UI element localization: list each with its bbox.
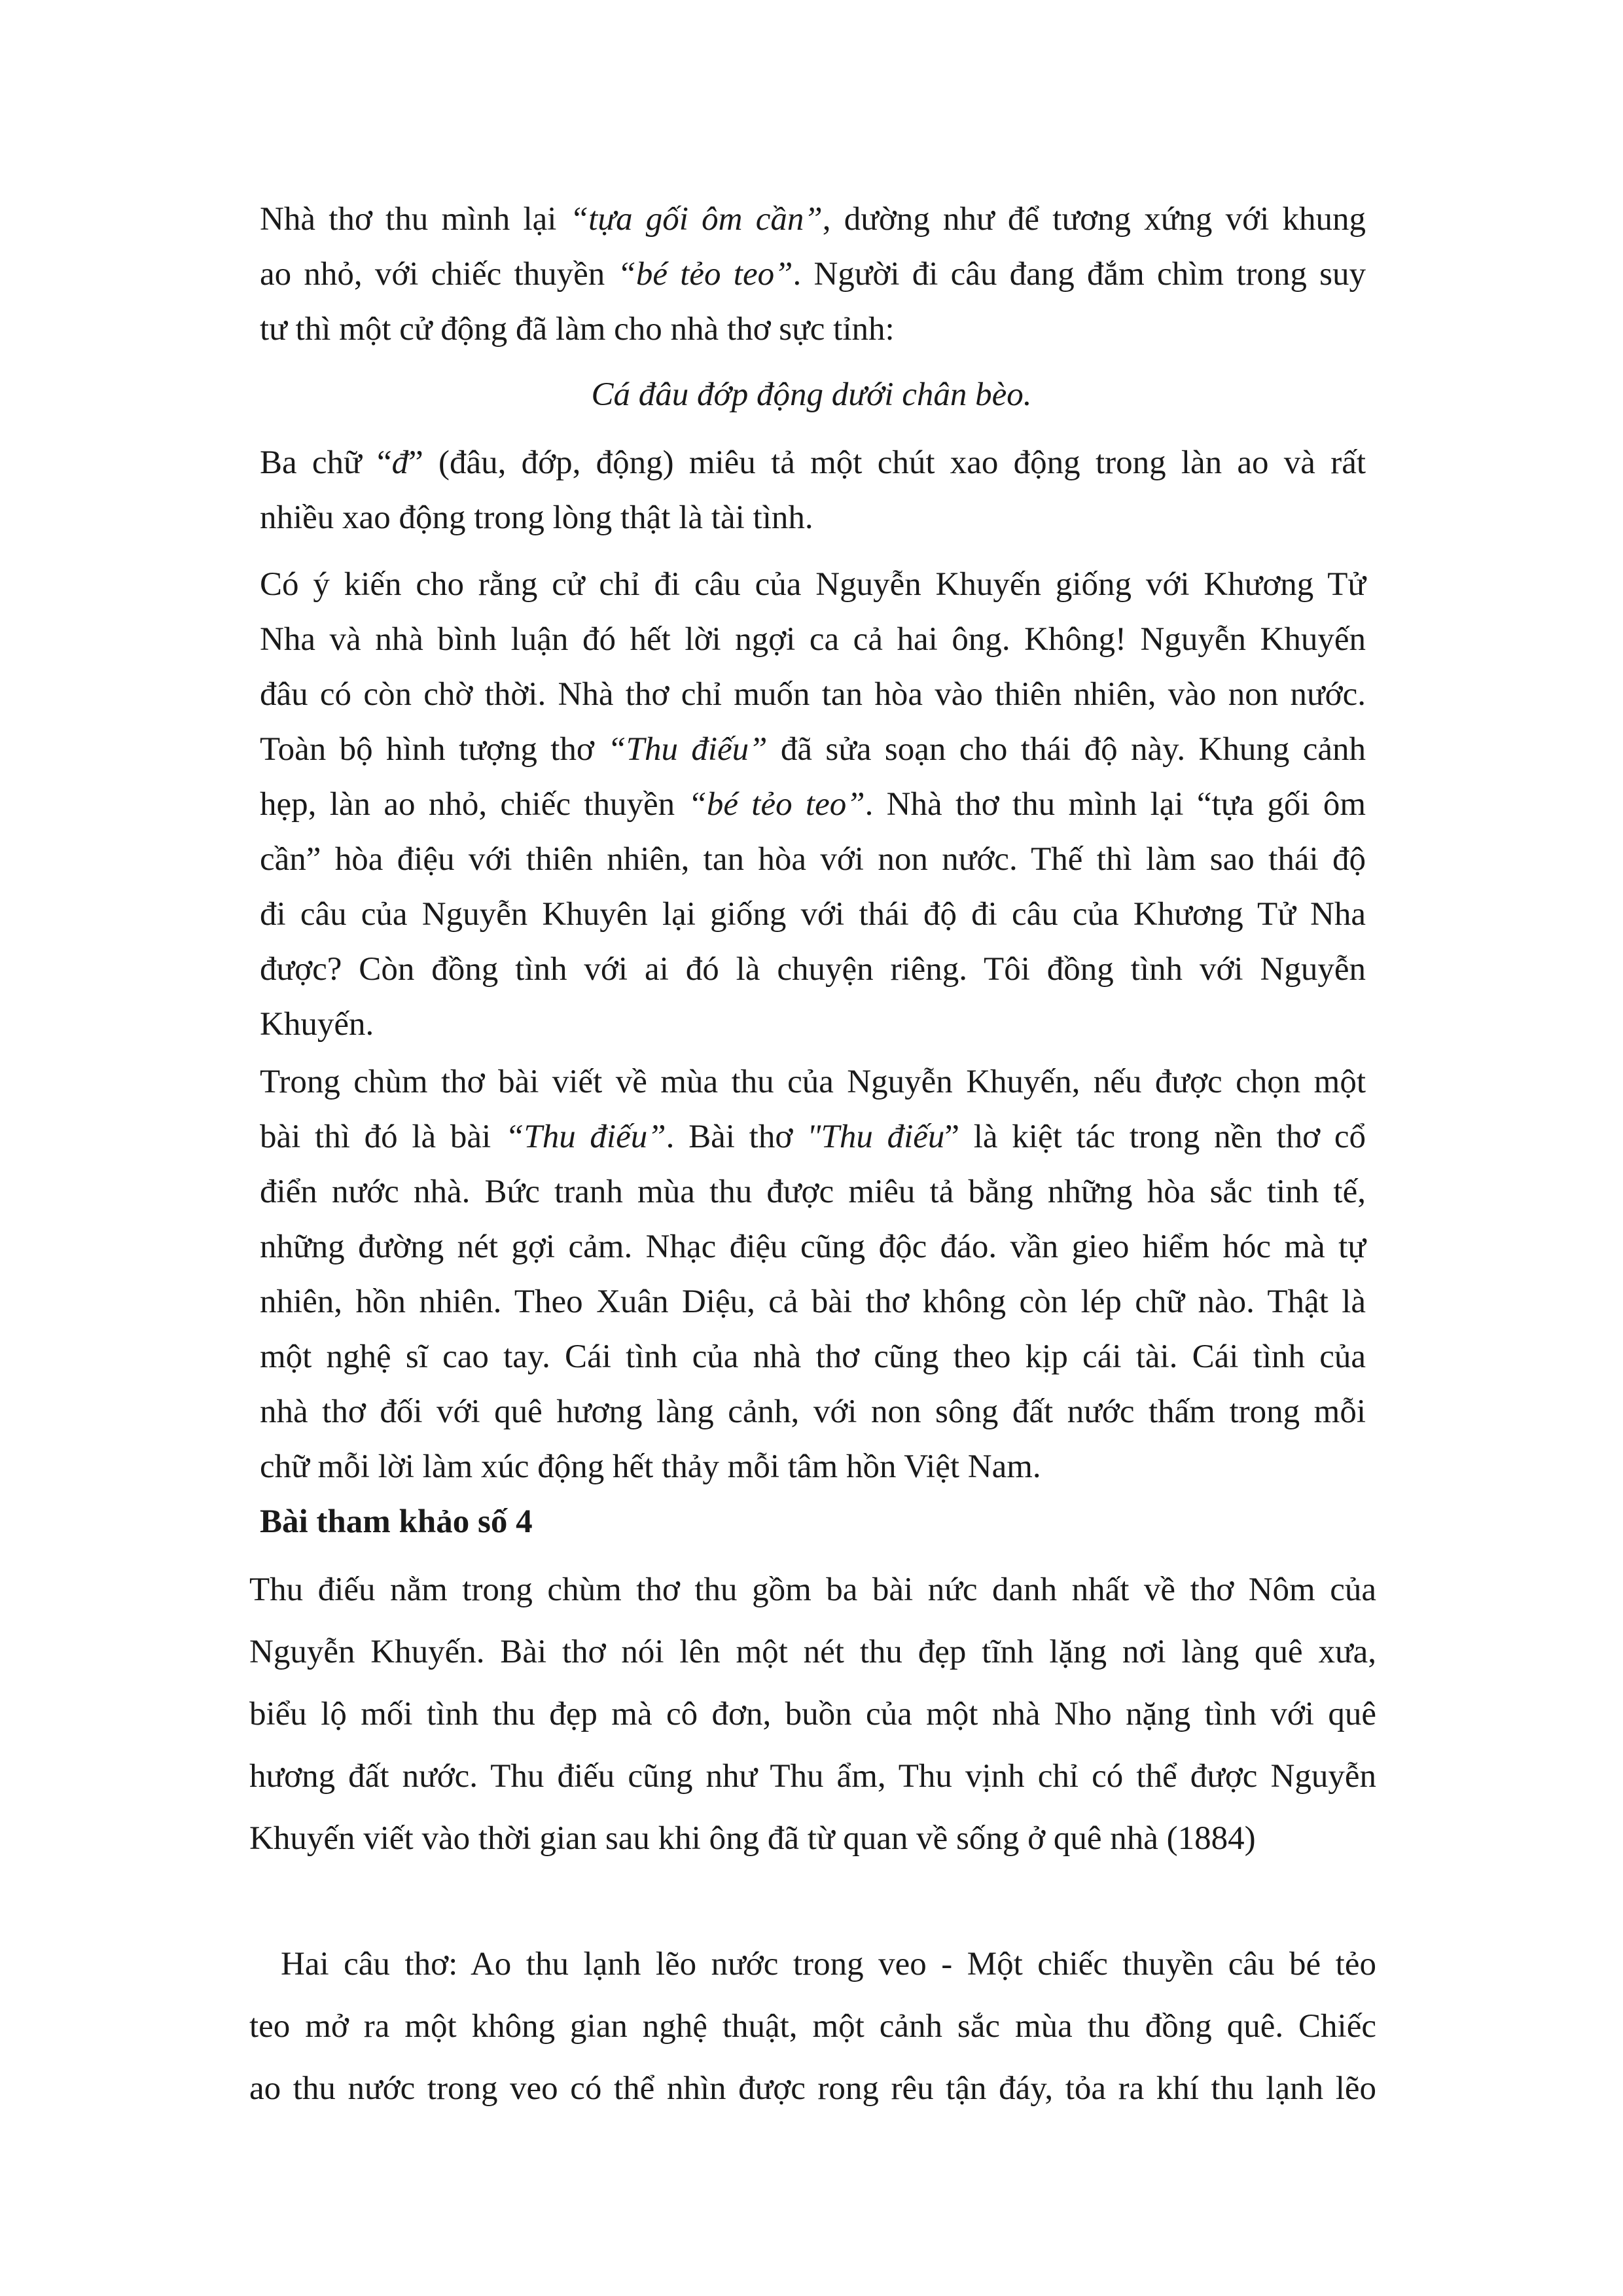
section-heading: Bài tham khảo số 4 bbox=[260, 1503, 533, 1540]
paragraph-line: biểu lộ mối tình thu đẹp mà cô đơn, buồn của một nhà Nho nặng tình với quê bbox=[249, 1696, 1376, 1732]
paragraph-line: nhiên, hồn nhiên. Theo Xuân Diệu, cả bài thơ không còn lép chữ nào. Thật là bbox=[260, 1283, 1366, 1320]
quote: “bé tẻo teo” bbox=[688, 786, 865, 823]
quote: “Thu điếu” bbox=[505, 1119, 666, 1155]
paragraph-line: cần” hòa điệu với thiên nhiên, tan hòa với non nước. Thế thì làm sao thái độ bbox=[260, 841, 1366, 878]
paragraph-5 bbox=[249, 1559, 1376, 1870]
paragraph-1 bbox=[260, 192, 1366, 357]
paragraph-3 bbox=[260, 557, 1366, 1052]
quote: “bé tẻo teo” bbox=[617, 256, 793, 293]
paragraph-line: ao thu nước trong veo có thể nhìn được rong rêu tận đáy, tỏa ra khí thu lạnh lẽo bbox=[249, 2070, 1376, 2107]
quote: "Thu điếu bbox=[807, 1119, 945, 1155]
paragraph-line: tư thì một cử động đã làm cho nhà thơ sực tỉnh: bbox=[260, 311, 895, 348]
paragraph-line: nhiều xao động trong lòng thật là tài tình. bbox=[260, 499, 813, 536]
paragraph-2 bbox=[260, 435, 1366, 545]
paragraph-6 bbox=[249, 1933, 1376, 2120]
verse-line: Cá đâu đớp động dưới chân bèo. bbox=[591, 376, 1032, 413]
paragraph-line: những đường nét gợi cảm. Nhạc điệu cũng độc đáo. vần gieo hiểm hóc mà tự bbox=[260, 1229, 1366, 1265]
paragraph-line: Ba chữ “đ” (đâu, đớp, động) miêu tả một chút xao động trong làn ao và rất bbox=[260, 444, 1366, 481]
paragraph-line: Khuyến viết vào thời gian sau khi ông đã từ quan về sống ở quê nhà (1884) bbox=[249, 1820, 1256, 1857]
paragraph-line: Toàn bộ hình tượng thơ “Thu điếu” đã sửa soạn cho thái độ này. Khung cảnh bbox=[260, 731, 1366, 768]
quote: “Thu điếu” bbox=[607, 731, 768, 768]
paragraph-line: đi câu của Nguyễn Khuyên lại giống với thái độ đi câu của Khương Tử Nha bbox=[260, 896, 1366, 933]
paragraph-line: teo mở ra một không gian nghệ thuật, một cảnh sắc mùa thu đồng quê. Chiếc bbox=[249, 2008, 1376, 2045]
paragraph-line: ao nhỏ, với chiếc thuyền “bé tẻo teo”. Người đi câu đang đắm chìm trong suy bbox=[260, 256, 1366, 293]
paragraph-line: Có ý kiến cho rằng cử chỉ đi câu của Nguyễn Khuyến giống với Khương Tử bbox=[260, 566, 1366, 603]
paragraph-line: Khuyến. bbox=[260, 1006, 374, 1043]
paragraph-line: Nguyễn Khuyến. Bài thơ nói lên một nét thu đẹp tĩnh lặng nơi làng quê xưa, bbox=[249, 1634, 1376, 1670]
paragraph-line: Nha và nhà bình luận đó hết lời ngợi ca cả hai ông. Không! Nguyễn Khuyến bbox=[260, 621, 1366, 658]
paragraph-line: chữ mỗi lời làm xúc động hết thảy mỗi tâm hồn Việt Nam. bbox=[260, 1448, 1041, 1485]
paragraph-line: một nghệ sĩ cao tay. Cái tình của nhà thơ cũng theo kịp cái tài. Cái tình của bbox=[260, 1338, 1366, 1375]
paragraph-line: Trong chùm thơ bài viết về mùa thu của Nguyễn Khuyến, nếu được chọn một bbox=[260, 1064, 1366, 1100]
paragraph-line: Nhà thơ thu mình lại “tựa gối ôm cần”, dường như để tương xứng với khung bbox=[260, 201, 1366, 238]
paragraph-line: hương đất nước. Thu điếu cũng như Thu ẩm, Thu vịnh chỉ có thể được Nguyễn bbox=[249, 1758, 1376, 1795]
quote: “tựa gối ôm cần” bbox=[569, 201, 823, 238]
paragraph-line: hẹp, làn ao nhỏ, chiếc thuyền “bé tẻo teo”. Nhà thơ thu mình lại “tựa gối ôm bbox=[260, 786, 1366, 823]
quote: đ bbox=[391, 444, 409, 481]
paragraph-line: đâu có còn chờ thời. Nhà thơ chỉ muốn tan hòa vào thiên nhiên, vào non nước. bbox=[260, 676, 1366, 713]
paragraph-line: Hai câu thơ: Ao thu lạnh lẽo nước trong veo - Một chiếc thuyền câu bé tẻo bbox=[281, 1946, 1376, 1982]
paragraph-line: nhà thơ đối với quê hương làng cảnh, với non sông đất nước thấm trong mỗi bbox=[260, 1393, 1366, 1430]
paragraph-line: điển nước nhà. Bức tranh mùa thu được miêu tả bằng những hòa sắc tinh tế, bbox=[260, 1174, 1366, 1210]
paragraph-line: bài thì đó là bài “Thu điếu”. Bài thơ "Thu điếu” là kiệt tác trong nền thơ cổ bbox=[260, 1119, 1366, 1155]
paragraph-line: được? Còn đồng tình với ai đó là chuyện riêng. Tôi đồng tình với Nguyễn bbox=[260, 951, 1366, 988]
paragraph-4 bbox=[260, 1054, 1366, 1494]
paragraph-line: Thu điếu nằm trong chùm thơ thu gồm ba bài nức danh nhất về thơ Nôm của bbox=[249, 1571, 1376, 1608]
